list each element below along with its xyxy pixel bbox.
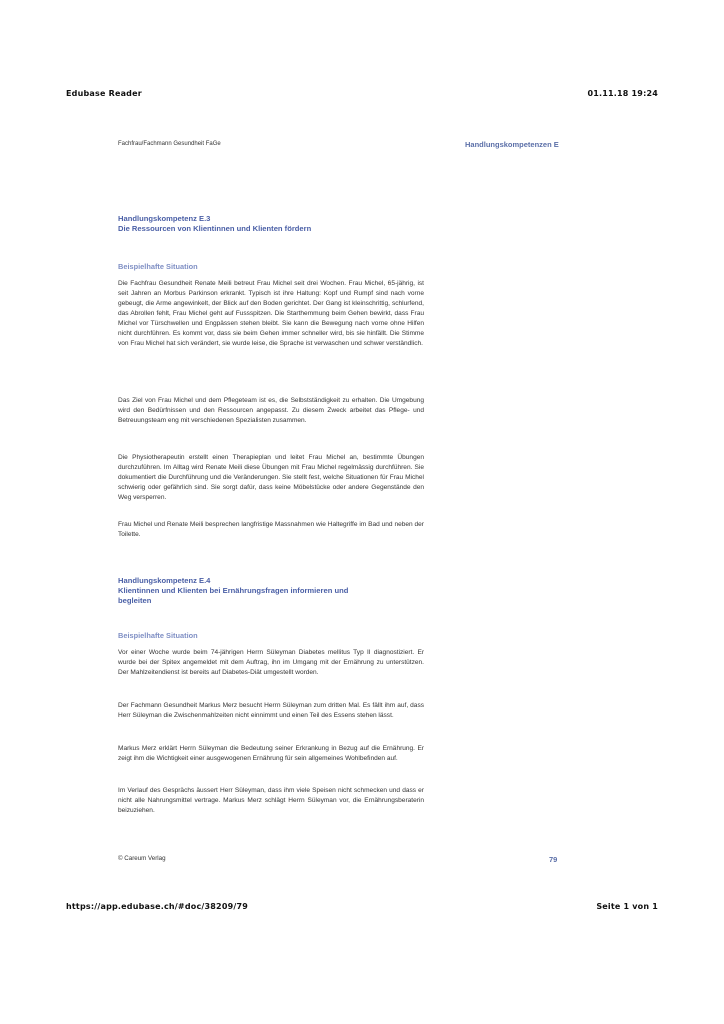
print-page-info: Seite 1 von 1 [596, 902, 658, 911]
section-e3-title [118, 214, 311, 234]
section-e3-paragraph: Das Ziel von Frau Michel und dem Pflegeteam ist es, die Selbstständigkeit zu erhalten. Die Umgebung wird den Bedürfnissen und den Ressourcen angepasst. Zu diesem Zweck arbeitet das Pflege- und Betreuungsteam eng mit verschiedenen Spezialisten zusammen. [118, 397, 424, 424]
section-e3-paragraph: Frau Michel und Renate Meili besprechen langfristige Massnahmen wie Haltegriffe im Bad und neben der Toilette. [118, 521, 424, 538]
page-number: 79 [549, 855, 558, 864]
section-e3-paragraph: Die Physiotherapeutin erstellt einen Therapieplan und leitet Frau Michel an, bestimmte Übungen durchzuführen. Im Alltag wird Renate Meili diese Übungen mit Frau Michel regelmässig durchführen. Sie dokumentiert die Durchführung und die Veränderungen. Sie stellt fest, welche Situationen für Frau Michel schwierig oder gefährlich sind. Sie sorgt dafür, dass keine Möbelstücke oder andere Gegenstände den Weg versperren. [118, 454, 424, 501]
section-e3-title-line1: Handlungskompetenz E.3 [118, 214, 211, 223]
section-e4-paragraph: Vor einer Woche wurde beim 74-jährigen Herrn Süleyman Diabetes mellitus Typ II diagnostiziert. Er wurde bei der Spitex angemeldet mit dem Auftrag, ihn im Umgang mit der Ernährung zu unterstützen. Der Mahlzeitendienst ist bereits auf Diabetes-Diät umgestellt worden. [118, 649, 424, 676]
section-e4-title-line3: begleiten [118, 596, 152, 605]
running-header-right: Handlungskompetenzen E [465, 140, 559, 149]
print-datetime: 01.11.18 19:24 [587, 89, 658, 98]
section-e4-title [118, 576, 348, 606]
publisher-label: © Careum Verlag [118, 855, 166, 862]
section-e3-paragraph: Die Fachfrau Gesundheit Renate Meili betreut Frau Michel seit drei Wochen. Frau Michel, 65-jährig, ist seit Jahren an Morbus Parkinson erkrankt. Typisch ist ihre Haltung: Kopf und Rumpf sind nach vorne gebeugt, die Arme angewinkelt, der Blick auf den Boden gerichtet. Der Gang ist kleinschrittig, schlurfend, das Abrollen fehlt, Frau Michel geht auf Fussspitzen. Die Starthemmung beim Gehen bewirkt, dass Frau Michel vor Türschwellen und Engpässen stehen bleibt. Sie kann die Bewegung nach vorne ohne Hilfen nicht durchführen. Es kommt vor, dass sie beim Gehen immer schneller wird, bis sie hinfällt. Die Stimme von Frau Michel hat sich verändert, sie wurde leise, die Sprache ist verwaschen und schwer verständlich. [118, 280, 424, 347]
section-e4-paragraph: Im Verlauf des Gesprächs äussert Herr Süleyman, dass ihm viele Speisen nicht schmecken und dass er nicht alle Nahrungsmittel vertrage. Markus Merz schlägt Herrn Süleyman vor, die Ernährungsberaterin beizuziehen. [118, 787, 424, 814]
section-e4-title-line2: Klientinnen und Klienten bei Ernährungsfragen informieren und [118, 586, 349, 595]
running-header-left: Fachfrau/Fachmann Gesundheit FaGe [118, 141, 221, 147]
section-e3-title-line2: Die Ressourcen von Klientinnen und Klienten fördern [118, 224, 312, 233]
print-app-name: Edubase Reader [66, 89, 142, 98]
print-url[interactable]: https://app.edubase.ch/#doc/38209/79 [66, 902, 249, 911]
section-e4-title-line1: Handlungskompetenz E.4 [118, 576, 211, 585]
section-e4-subtitle: Beispielhafte Situation [118, 631, 198, 640]
section-e4-paragraph: Markus Merz erklärt Herrn Süleyman die Bedeutung seiner Erkrankung in Bezug auf die Ernährung. Er zeigt ihm die Wichtigkeit einer ausgewogenen Ernährung für sein allgemeines Wohlbefinden auf. [118, 745, 424, 762]
section-e4-paragraph: Der Fachmann Gesundheit Markus Merz besucht Herrn Süleyman zum dritten Mal. Es fällt ihm auf, dass Herr Süleyman die Zwischenmahlzeiten nicht einnimmt und einen Teil des Essens stehen lässt. [118, 702, 424, 719]
section-e3-subtitle: Beispielhafte Situation [118, 262, 198, 271]
